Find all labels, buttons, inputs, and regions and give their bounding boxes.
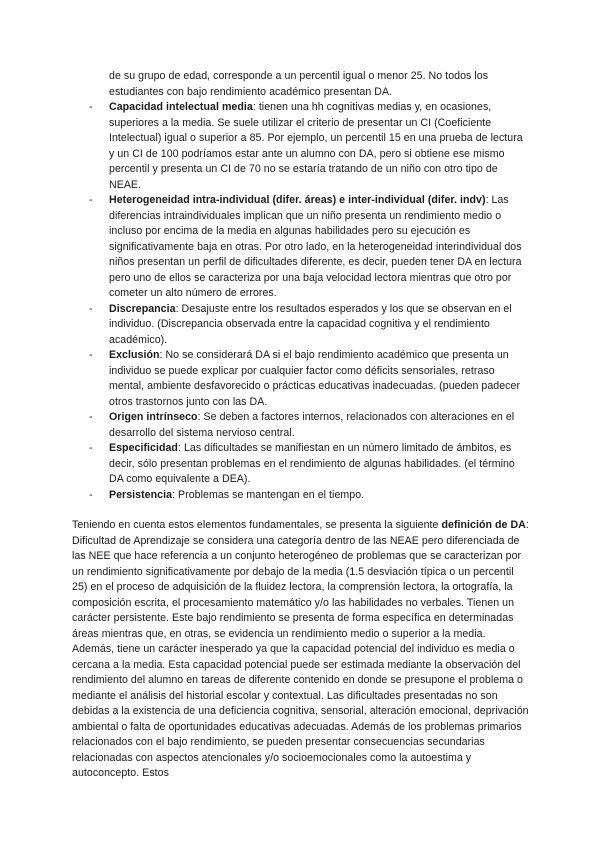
intro-bold: definición de DA [441, 519, 526, 531]
item-term: Heterogeneidad intra-individual (difer. áreas) e inter-individual (difer. indv) [109, 194, 486, 206]
document-body [72, 69, 530, 782]
item-text: : Desajuste entre los resultados esperados y los que se observan en el individuo. (Discrepancia observada entre la capacidad cognitiva y el rendimiento académico). [109, 302, 512, 346]
continuation-paragraph: de su grupo de edad, corresponde a un percentil igual o menor 25. No todos los estudiantes con bajo rendimiento académico presentan DA. [109, 70, 489, 98]
item-term: Capacidad intelectual media [109, 101, 253, 113]
intro-paragraph [72, 518, 530, 534]
item-term: Especificidad [109, 442, 178, 454]
item-text: : Problemas se mantengan en el tiempo. [172, 488, 365, 501]
bullet-dash: - [89, 194, 93, 206]
item-text: : Se deben a factores internos, relacionados con alteraciones en el desarrollo del sistema nervioso central. [109, 411, 515, 439]
bullet-dash: - [89, 302, 93, 315]
intro-text: Teniendo en cuenta estos elementos fundamentales, se presenta la siguiente [72, 519, 442, 531]
bullet-dash: - [89, 442, 93, 454]
list-item-capacidad [72, 100, 530, 193]
item-term: Exclusión [109, 349, 160, 361]
list-item-origen [72, 410, 530, 441]
list-item-especificidad [72, 441, 530, 488]
item-text: : Las diferencias intraindividuales implican que un niño presenta un rendimiento medio o incluso por encima de la media en algunas habilidades pero su ejecución es significativamente baja en otras. Por otro lado, en la heterogeneidad interindividual dos niños presentan un perfil de dificultades diferente, es decir, pueden tener DA en lectura pero uno de ellos se caracteriza por una baja velocidad lectora mientras que otro por cometer un alto número de errores. [109, 194, 522, 299]
intro-after: : [525, 519, 529, 531]
bullet-dash: - [89, 488, 93, 501]
bullet-dash: - [89, 349, 93, 361]
list-item-persistencia [72, 488, 530, 504]
item-term: Origen intrínseco [109, 411, 198, 423]
list-item-heterogeneidad [72, 193, 530, 302]
bullet-dash: - [89, 411, 93, 423]
bullet-dash: - [89, 101, 93, 113]
list-item-discrepancia [72, 302, 530, 349]
item-term: Persistencia [109, 488, 173, 501]
item-term: Discrepancia [109, 302, 176, 315]
item-text: : tienen una hh cognitivas medias y, en ocasiones, superiores a la media. Se suele utilizar el criterio de presentar un CI (Coeficiente Intelectual) igual o superior a 85. Por ejemplo, un percentil 15 en una prueba de lectura y un CI de 100 podríamos estar ante un alumno con DA, pero si obtiene ese mismo percentil y presenta un CI de 70 no se estaría tratando de un niño con otro tipo de NEAE. [109, 101, 523, 191]
definition-paragraph: Dificultad de Aprendizaje se considera una categoría dentro de las NEAE pero diferenciada de las NEE que hace referencia a un conjunto heterogéneo de problemas que se caracterizan por un rendimiento significativamente por debajo de la media (1.5 desviación típica o un percentil 25) en el proceso de adquisición de la fluidez lectora, la comprensión lectora, la ortografía, la composición escrita, el procesamiento matemático y/o las habilidades no verbales. Tienen un carácter persistente. Este bajo rendimiento se presenta de forma específica en determinadas áreas mientras que, en otras, se evidencia un rendimiento medio o superior a la media. Además, tiene un carácter inesperado ya que la capacidad potencial del individuo es media o cercana a la media. Esta capacidad potencial puede ser estimada mediante la observación del rendimiento del alumno en tareas de diferente contenido en donde se presupone el problema o mediante el análisis del historial escolar y contextual. Las dificultades presentadas no son debidas a la existencia de una deficiencia cognitiva, sensorial, alteración emocional, deprivación ambiental o falta de oportunidades educativas adecuadas. Además de los problemas primarios relacionados con el bajo rendimiento, se pueden presentar consecuencias secundarias relacionadas con aspectos atencionales y/o socioemocionales como la autoestima y autoconcepto. Estos [72, 534, 529, 779]
item-text: : No se considerará DA si el bajo rendimiento académico que presenta un individuo se puede explicar por cualquier factor como déficits sensoriales, retraso mental, ambiente desfavorecido o prácticas educativas inadecuadas. (pueden padecer otros trastornos junto con las DA. [109, 349, 521, 408]
list-item-exclusion [72, 348, 530, 410]
characteristics-list [72, 100, 530, 503]
item-text: : Las dificultades se manifiestan en un número limitado de ámbitos, es decir, sólo presentan problemas en el rendimiento de algunas habilidades. (el término DA como equivalente a DEA). [109, 442, 515, 485]
